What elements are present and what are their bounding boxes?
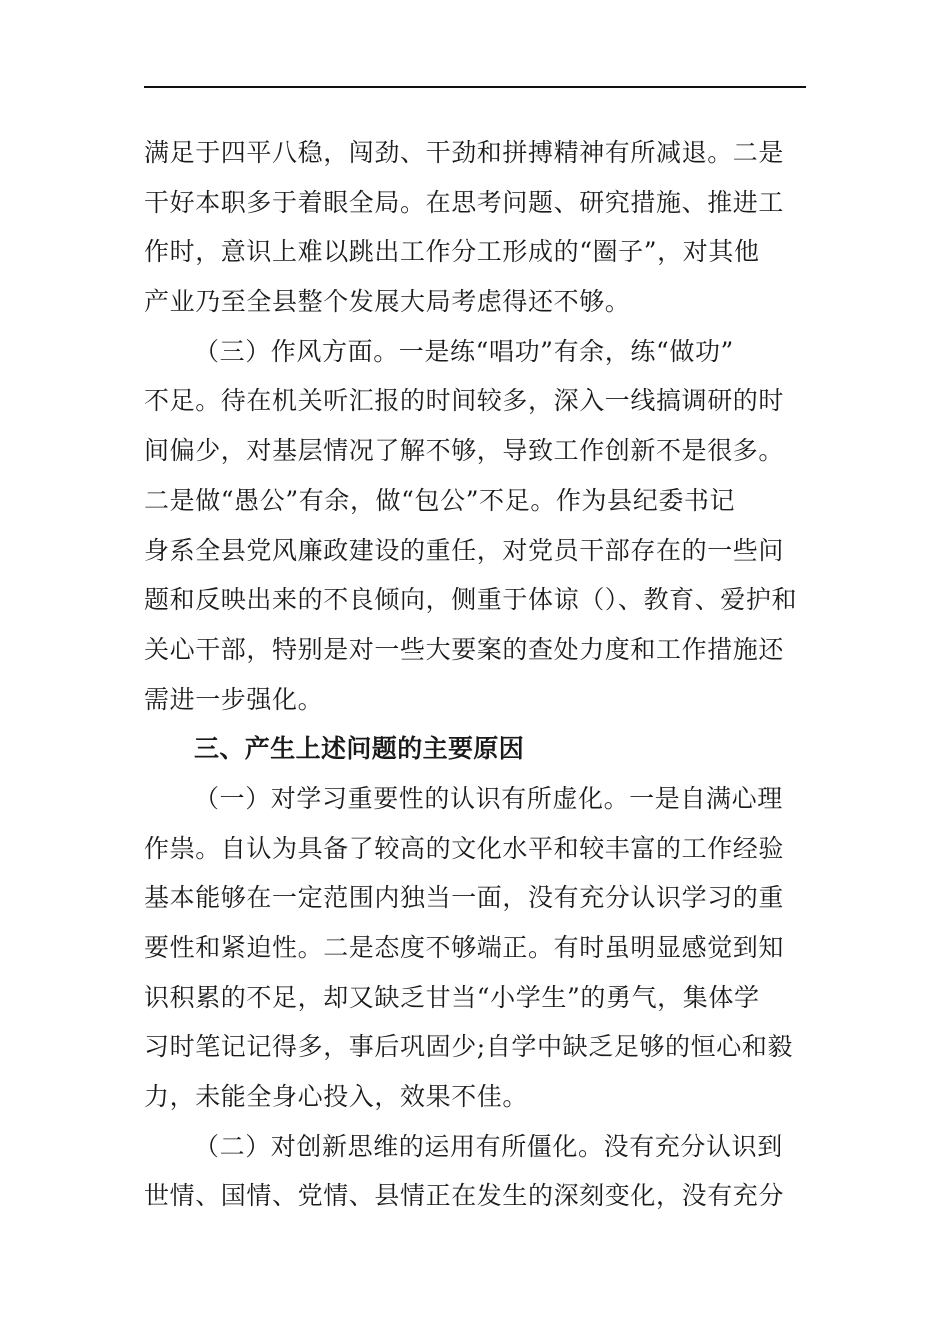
text-line: 身系全县党风廉政建设的重任，对党员干部存在的一些问 [144,535,785,565]
text-line: 基本能够在一定范围内独当一面，没有充分认识学习的重 [144,883,785,913]
text-line: 习时笔记记得多，事后巩固少;自学中缺乏足够的恒心和毅 [144,1032,794,1062]
text-line: 识积累的不足，却又缺乏甘当“小学生”的勇气，集体学 [144,982,760,1012]
text-line: 题和反映出来的不良倾向，侧重于体谅（）、教育、爱护和 [144,585,798,615]
text-line: 产业乃至全县整个发展大局考虑得还不够。 [144,287,631,317]
text-line: 世情、国情、党情、县情正在发生的深刻变化，没有充分 [144,1181,785,1211]
text-line: 力，未能全身心投入，效果不佳。 [144,1082,529,1112]
text-line: 满足于四平八稳，闯劲、干劲和拼搏精神有所减退。二是 [144,138,785,167]
document-body [144,128,806,1221]
paragraph-first-line: （三）作风方面。一是练“唱功”有余，练“做功” [194,336,734,366]
text-line: 作时，意识上难以跳出工作分工形成的“圈子”，对其他 [144,237,760,267]
paragraph-first-line: （一）对学习重要性的认识有所虚化。一是自满心理 [194,783,783,813]
section-heading: 三、产生上述问题的主要原因 [194,734,525,764]
text-line: 需进一步强化。 [144,684,324,714]
text-line: 不足。待在机关听汇报的时间较多，深入一线搞调研的时 [144,386,785,416]
text-line: 间偏少，对基层情况了解不够，导致工作创新不是很多。 [144,436,785,466]
text-line: 关心干部，特别是对一些大要案的查处力度和工作措施还 [144,634,785,664]
text-line: 二是做“愚公”有余，做“包公”不足。作为县纪委书记 [144,485,736,515]
text-line: 干好本职多于着眼全局。在思考问题、研究措施、推进工 [144,187,785,217]
text-line: 要性和紧迫性。二是态度不够端正。有时虽明显感觉到知 [144,933,785,962]
paragraph-first-line: （二）对创新思维的运用有所僵化。没有充分认识到 [194,1131,783,1161]
header-rule [144,86,806,88]
text-line: 作祟。自认为具备了较高的文化水平和较丰富的工作经验 [144,833,785,863]
